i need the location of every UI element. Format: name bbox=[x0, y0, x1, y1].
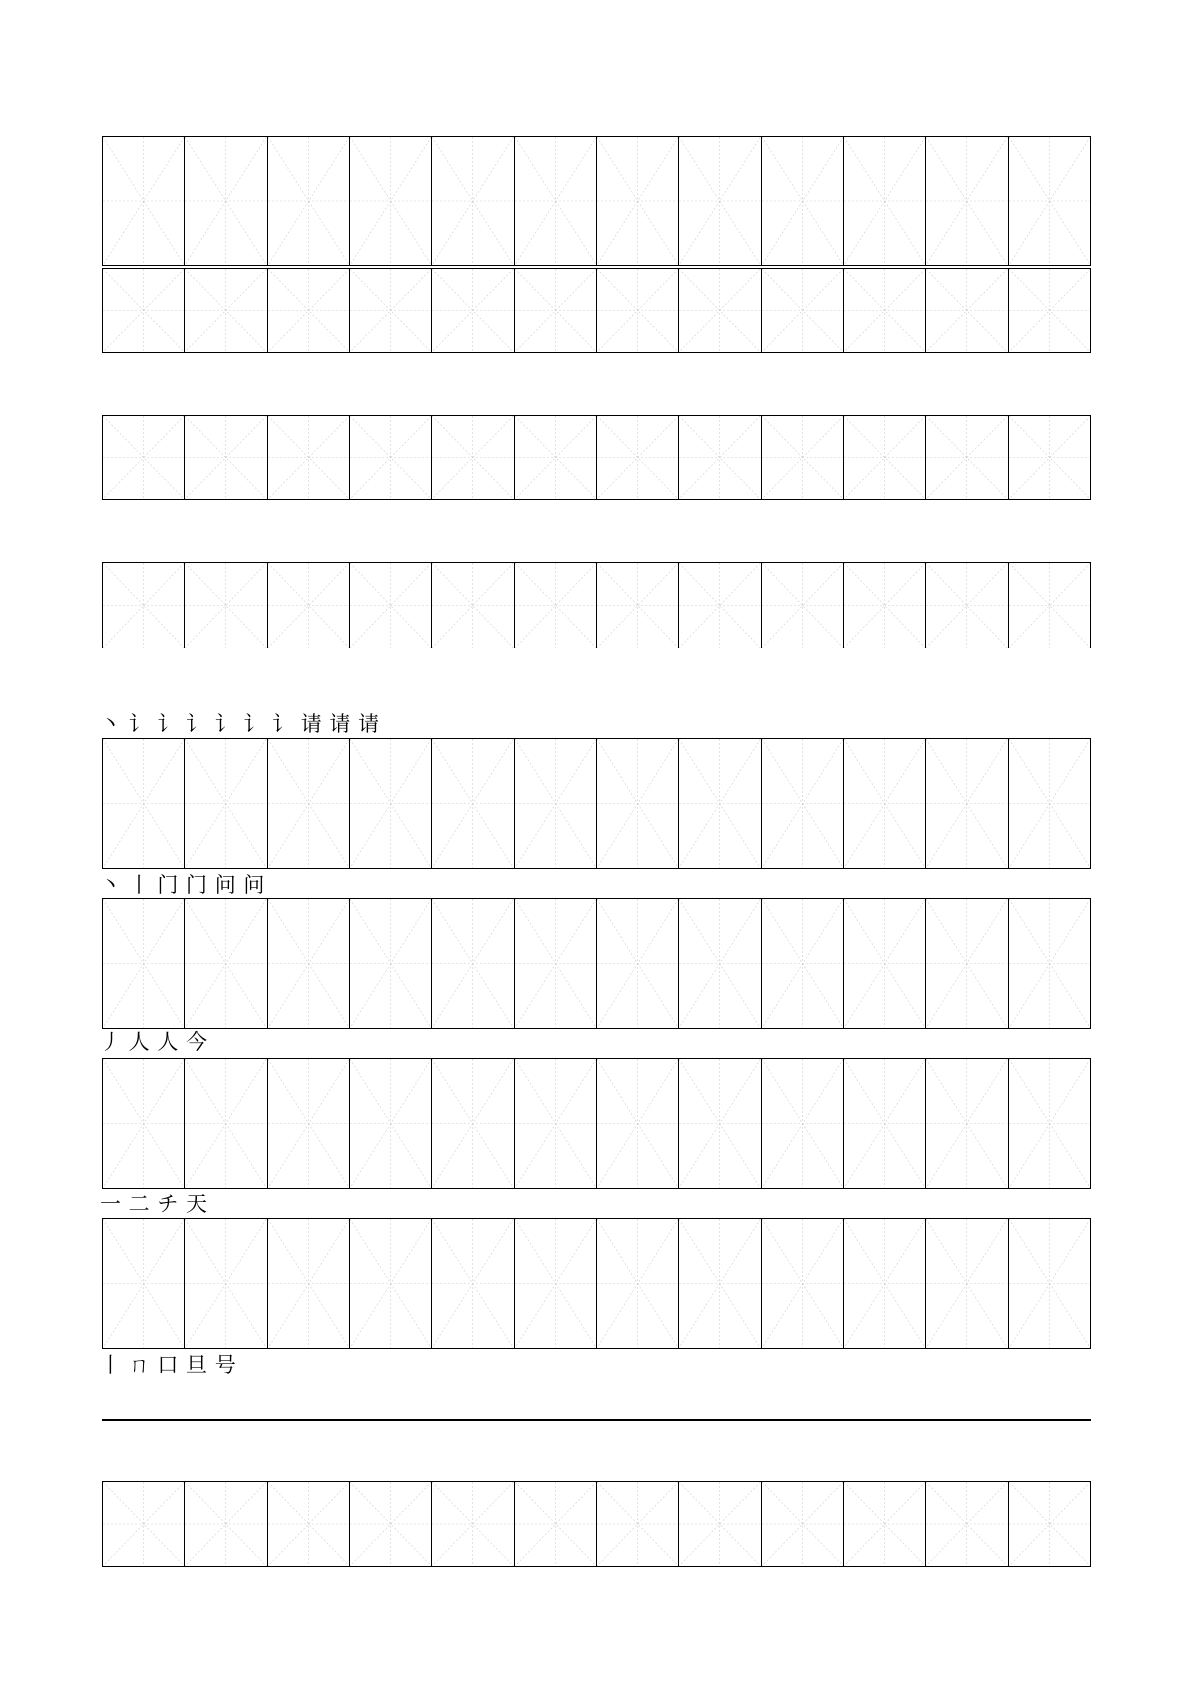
mi-grid-guide bbox=[103, 899, 184, 1028]
mi-grid-guide bbox=[1009, 899, 1090, 1028]
practice-cell bbox=[103, 899, 185, 1028]
practice-cell bbox=[103, 416, 185, 499]
practice-cell bbox=[185, 1059, 267, 1188]
mi-grid-guide bbox=[597, 137, 678, 265]
practice-cell bbox=[350, 739, 432, 868]
practice-cell bbox=[185, 416, 267, 499]
mi-grid-guide bbox=[432, 739, 513, 868]
practice-cell bbox=[432, 416, 514, 499]
practice-cell bbox=[268, 1059, 350, 1188]
practice-cell bbox=[268, 416, 350, 499]
practice-cell bbox=[844, 563, 926, 648]
mi-grid-guide bbox=[597, 416, 678, 499]
practice-cell bbox=[103, 1059, 185, 1188]
mi-grid-guide bbox=[762, 416, 843, 499]
practice-cell bbox=[432, 739, 514, 868]
mi-grid-guide bbox=[1009, 1482, 1090, 1566]
mi-grid-guide bbox=[515, 563, 596, 648]
practice-cell bbox=[597, 137, 679, 265]
mi-grid-guide bbox=[432, 269, 513, 352]
mi-grid-guide bbox=[762, 137, 843, 265]
mi-grid-guide bbox=[679, 269, 760, 352]
mi-grid-guide bbox=[762, 1482, 843, 1566]
practice-cell bbox=[762, 269, 844, 352]
mi-grid-guide bbox=[185, 899, 266, 1028]
mi-grid-guide bbox=[1009, 739, 1090, 868]
mi-grid-guide bbox=[432, 1482, 513, 1566]
practice-cell bbox=[844, 899, 926, 1028]
mi-grid-guide bbox=[597, 1219, 678, 1348]
mi-grid-guide bbox=[1009, 416, 1090, 499]
mi-grid-guide bbox=[597, 899, 678, 1028]
practice-cell bbox=[350, 269, 432, 352]
mi-grid-guide bbox=[515, 1482, 596, 1566]
practice-cell bbox=[679, 739, 761, 868]
practice-grid-row bbox=[102, 562, 1091, 648]
practice-cell bbox=[762, 137, 844, 265]
practice-cell bbox=[762, 899, 844, 1028]
mi-grid-guide bbox=[103, 1219, 184, 1348]
mi-grid-guide bbox=[844, 416, 925, 499]
mi-grid-guide bbox=[185, 1219, 266, 1348]
mi-grid-guide bbox=[679, 739, 760, 868]
practice-cell bbox=[268, 1219, 350, 1348]
mi-grid-guide bbox=[103, 739, 184, 868]
practice-grid-row bbox=[102, 1481, 1091, 1567]
practice-cell bbox=[844, 739, 926, 868]
mi-grid-guide bbox=[350, 1482, 431, 1566]
stroke-order-tian: 一 二 チ 天 bbox=[100, 1192, 208, 1216]
practice-grid-row bbox=[102, 415, 1091, 500]
mi-grid-guide bbox=[350, 1059, 431, 1188]
practice-cell bbox=[679, 563, 761, 648]
mi-grid-guide bbox=[432, 1059, 513, 1188]
practice-cell bbox=[679, 1059, 761, 1188]
practice-grid-row bbox=[102, 898, 1091, 1029]
practice-cell bbox=[103, 1219, 185, 1348]
practice-cell bbox=[1009, 269, 1090, 352]
mi-grid-guide bbox=[103, 269, 184, 352]
mi-grid-guide bbox=[268, 1059, 349, 1188]
practice-cell bbox=[844, 416, 926, 499]
mi-grid-guide bbox=[844, 137, 925, 265]
mi-grid-guide bbox=[679, 563, 760, 648]
mi-grid-guide bbox=[926, 1482, 1007, 1566]
practice-cell bbox=[926, 1059, 1008, 1188]
mi-grid-guide bbox=[926, 739, 1007, 868]
practice-cell bbox=[1009, 1482, 1090, 1566]
practice-cell bbox=[268, 563, 350, 648]
mi-grid-guide bbox=[432, 899, 513, 1028]
practice-cell bbox=[1009, 899, 1090, 1028]
mi-grid-guide bbox=[679, 416, 760, 499]
mi-grid-guide bbox=[844, 269, 925, 352]
mi-grid-guide bbox=[103, 416, 184, 499]
mi-grid-guide bbox=[185, 1059, 266, 1188]
mi-grid-guide bbox=[350, 269, 431, 352]
mi-grid-guide bbox=[350, 899, 431, 1028]
practice-cell bbox=[268, 269, 350, 352]
mi-grid-guide bbox=[185, 1482, 266, 1566]
practice-grid-row bbox=[102, 738, 1091, 869]
mi-grid-guide bbox=[844, 739, 925, 868]
mi-grid-guide bbox=[268, 1482, 349, 1566]
practice-cell bbox=[350, 416, 432, 499]
practice-cell bbox=[1009, 137, 1090, 265]
mi-grid-guide bbox=[597, 269, 678, 352]
practice-cell bbox=[103, 739, 185, 868]
mi-grid-guide bbox=[762, 899, 843, 1028]
mi-grid-guide bbox=[268, 899, 349, 1028]
practice-grid-row bbox=[102, 1218, 1091, 1349]
practice-cell bbox=[679, 1482, 761, 1566]
practice-cell bbox=[762, 416, 844, 499]
practice-cell bbox=[926, 1219, 1008, 1348]
mi-grid-guide bbox=[679, 1059, 760, 1188]
practice-cell bbox=[185, 739, 267, 868]
practice-cell bbox=[844, 1482, 926, 1566]
mi-grid-guide bbox=[844, 1059, 925, 1188]
practice-cell bbox=[515, 563, 597, 648]
practice-cell bbox=[432, 1219, 514, 1348]
practice-cell bbox=[679, 899, 761, 1028]
practice-cell bbox=[103, 1482, 185, 1566]
mi-grid-guide bbox=[762, 1059, 843, 1188]
mi-grid-guide bbox=[1009, 137, 1090, 265]
practice-cell bbox=[1009, 1219, 1090, 1348]
mi-grid-guide bbox=[844, 563, 925, 648]
practice-cell bbox=[1009, 563, 1090, 648]
practice-cell bbox=[597, 563, 679, 648]
mi-grid-guide bbox=[103, 137, 184, 265]
practice-cell bbox=[1009, 739, 1090, 868]
mi-grid-guide bbox=[762, 1219, 843, 1348]
practice-cell bbox=[103, 563, 185, 648]
stroke-order-hao: 丨 ㄇ 口 旦 号 bbox=[100, 1353, 237, 1377]
practice-cell bbox=[926, 563, 1008, 648]
practice-cell bbox=[103, 269, 185, 352]
mi-grid-guide bbox=[268, 563, 349, 648]
mi-grid-guide bbox=[432, 416, 513, 499]
mi-grid-guide bbox=[844, 1482, 925, 1566]
mi-grid-guide bbox=[926, 899, 1007, 1028]
mi-grid-guide bbox=[597, 1482, 678, 1566]
practice-cell bbox=[1009, 1059, 1090, 1188]
practice-cell bbox=[432, 563, 514, 648]
mi-grid-guide bbox=[515, 899, 596, 1028]
practice-cell bbox=[679, 1219, 761, 1348]
practice-cell bbox=[350, 563, 432, 648]
practice-cell bbox=[350, 1059, 432, 1188]
practice-cell bbox=[597, 1219, 679, 1348]
mi-grid-guide bbox=[268, 137, 349, 265]
mi-grid-guide bbox=[844, 1219, 925, 1348]
mi-grid-guide bbox=[515, 137, 596, 265]
mi-grid-guide bbox=[1009, 269, 1090, 352]
practice-cell bbox=[597, 1059, 679, 1188]
mi-grid-guide bbox=[185, 416, 266, 499]
practice-cell bbox=[185, 269, 267, 352]
practice-cell bbox=[844, 137, 926, 265]
practice-cell bbox=[103, 137, 185, 265]
pinyin-line bbox=[102, 1419, 1091, 1421]
practice-cell bbox=[432, 269, 514, 352]
mi-grid-guide bbox=[185, 269, 266, 352]
practice-cell bbox=[597, 739, 679, 868]
practice-cell bbox=[762, 1059, 844, 1188]
practice-cell bbox=[679, 416, 761, 499]
practice-grid-row bbox=[102, 1058, 1091, 1189]
practice-cell bbox=[432, 1482, 514, 1566]
practice-cell bbox=[515, 1482, 597, 1566]
practice-cell bbox=[762, 1219, 844, 1348]
practice-cell bbox=[679, 137, 761, 265]
practice-cell bbox=[1009, 416, 1090, 499]
mi-grid-guide bbox=[844, 899, 925, 1028]
practice-cell bbox=[432, 137, 514, 265]
mi-grid-guide bbox=[103, 1482, 184, 1566]
practice-cell bbox=[432, 899, 514, 1028]
practice-cell bbox=[762, 1482, 844, 1566]
mi-grid-guide bbox=[679, 1482, 760, 1566]
mi-grid-guide bbox=[350, 563, 431, 648]
mi-grid-guide bbox=[350, 739, 431, 868]
mi-grid-guide bbox=[103, 1059, 184, 1188]
practice-cell bbox=[515, 269, 597, 352]
practice-cell bbox=[762, 739, 844, 868]
mi-grid-guide bbox=[268, 739, 349, 868]
mi-grid-guide bbox=[679, 137, 760, 265]
practice-cell bbox=[268, 137, 350, 265]
mi-grid-guide bbox=[432, 137, 513, 265]
mi-grid-guide bbox=[762, 563, 843, 648]
mi-grid-guide bbox=[1009, 1219, 1090, 1348]
practice-cell bbox=[185, 137, 267, 265]
practice-grid-row bbox=[102, 136, 1091, 266]
mi-grid-guide bbox=[926, 269, 1007, 352]
practice-cell bbox=[926, 416, 1008, 499]
practice-cell bbox=[597, 416, 679, 499]
practice-cell bbox=[762, 563, 844, 648]
mi-grid-guide bbox=[515, 739, 596, 868]
practice-cell bbox=[350, 1219, 432, 1348]
practice-cell bbox=[350, 1482, 432, 1566]
practice-cell bbox=[597, 269, 679, 352]
practice-cell bbox=[515, 137, 597, 265]
mi-grid-guide bbox=[268, 1219, 349, 1348]
mi-grid-guide bbox=[926, 1059, 1007, 1188]
mi-grid-guide bbox=[432, 1219, 513, 1348]
practice-cell bbox=[926, 1482, 1008, 1566]
mi-grid-guide bbox=[679, 1219, 760, 1348]
mi-grid-guide bbox=[432, 563, 513, 648]
mi-grid-guide bbox=[762, 269, 843, 352]
mi-grid-guide bbox=[515, 1059, 596, 1188]
practice-cell bbox=[679, 269, 761, 352]
practice-cell bbox=[515, 739, 597, 868]
practice-grid-row bbox=[102, 268, 1091, 353]
stroke-order-qing: 丶 讠 讠 讠 讠 讠 讠 请 请 请 bbox=[100, 712, 380, 736]
practice-cell bbox=[597, 1482, 679, 1566]
mi-grid-guide bbox=[268, 269, 349, 352]
mi-grid-guide bbox=[679, 899, 760, 1028]
mi-grid-guide bbox=[597, 1059, 678, 1188]
practice-cell bbox=[515, 416, 597, 499]
mi-grid-guide bbox=[762, 739, 843, 868]
practice-cell bbox=[350, 899, 432, 1028]
mi-grid-guide bbox=[597, 563, 678, 648]
practice-cell bbox=[926, 739, 1008, 868]
practice-cell bbox=[926, 269, 1008, 352]
practice-cell bbox=[844, 1059, 926, 1188]
mi-grid-guide bbox=[185, 563, 266, 648]
practice-cell bbox=[185, 1219, 267, 1348]
mi-grid-guide bbox=[926, 416, 1007, 499]
practice-cell bbox=[185, 1482, 267, 1566]
mi-grid-guide bbox=[185, 739, 266, 868]
mi-grid-guide bbox=[926, 1219, 1007, 1348]
practice-cell bbox=[185, 563, 267, 648]
practice-cell bbox=[597, 899, 679, 1028]
practice-cell bbox=[844, 1219, 926, 1348]
stroke-order-wen: 丶 丨 门 门 问 问 bbox=[100, 873, 265, 897]
mi-grid-guide bbox=[1009, 563, 1090, 648]
mi-grid-guide bbox=[515, 269, 596, 352]
practice-cell bbox=[515, 1059, 597, 1188]
practice-cell bbox=[432, 1059, 514, 1188]
mi-grid-guide bbox=[350, 137, 431, 265]
mi-grid-guide bbox=[926, 137, 1007, 265]
practice-cell bbox=[268, 1482, 350, 1566]
mi-grid-guide bbox=[597, 739, 678, 868]
mi-grid-guide bbox=[515, 416, 596, 499]
mi-grid-guide bbox=[926, 563, 1007, 648]
practice-cell bbox=[926, 137, 1008, 265]
mi-grid-guide bbox=[515, 1219, 596, 1348]
practice-cell bbox=[350, 137, 432, 265]
practice-cell bbox=[185, 899, 267, 1028]
practice-cell bbox=[844, 269, 926, 352]
practice-cell bbox=[926, 899, 1008, 1028]
practice-cell bbox=[515, 1219, 597, 1348]
mi-grid-guide bbox=[103, 563, 184, 648]
practice-cell bbox=[515, 899, 597, 1028]
mi-grid-guide bbox=[185, 137, 266, 265]
mi-grid-guide bbox=[350, 1219, 431, 1348]
stroke-order-jin: 丿 人 人 今 bbox=[100, 1030, 208, 1054]
mi-grid-guide bbox=[350, 416, 431, 499]
practice-cell bbox=[268, 739, 350, 868]
practice-cell bbox=[268, 899, 350, 1028]
mi-grid-guide bbox=[1009, 1059, 1090, 1188]
mi-grid-guide bbox=[268, 416, 349, 499]
